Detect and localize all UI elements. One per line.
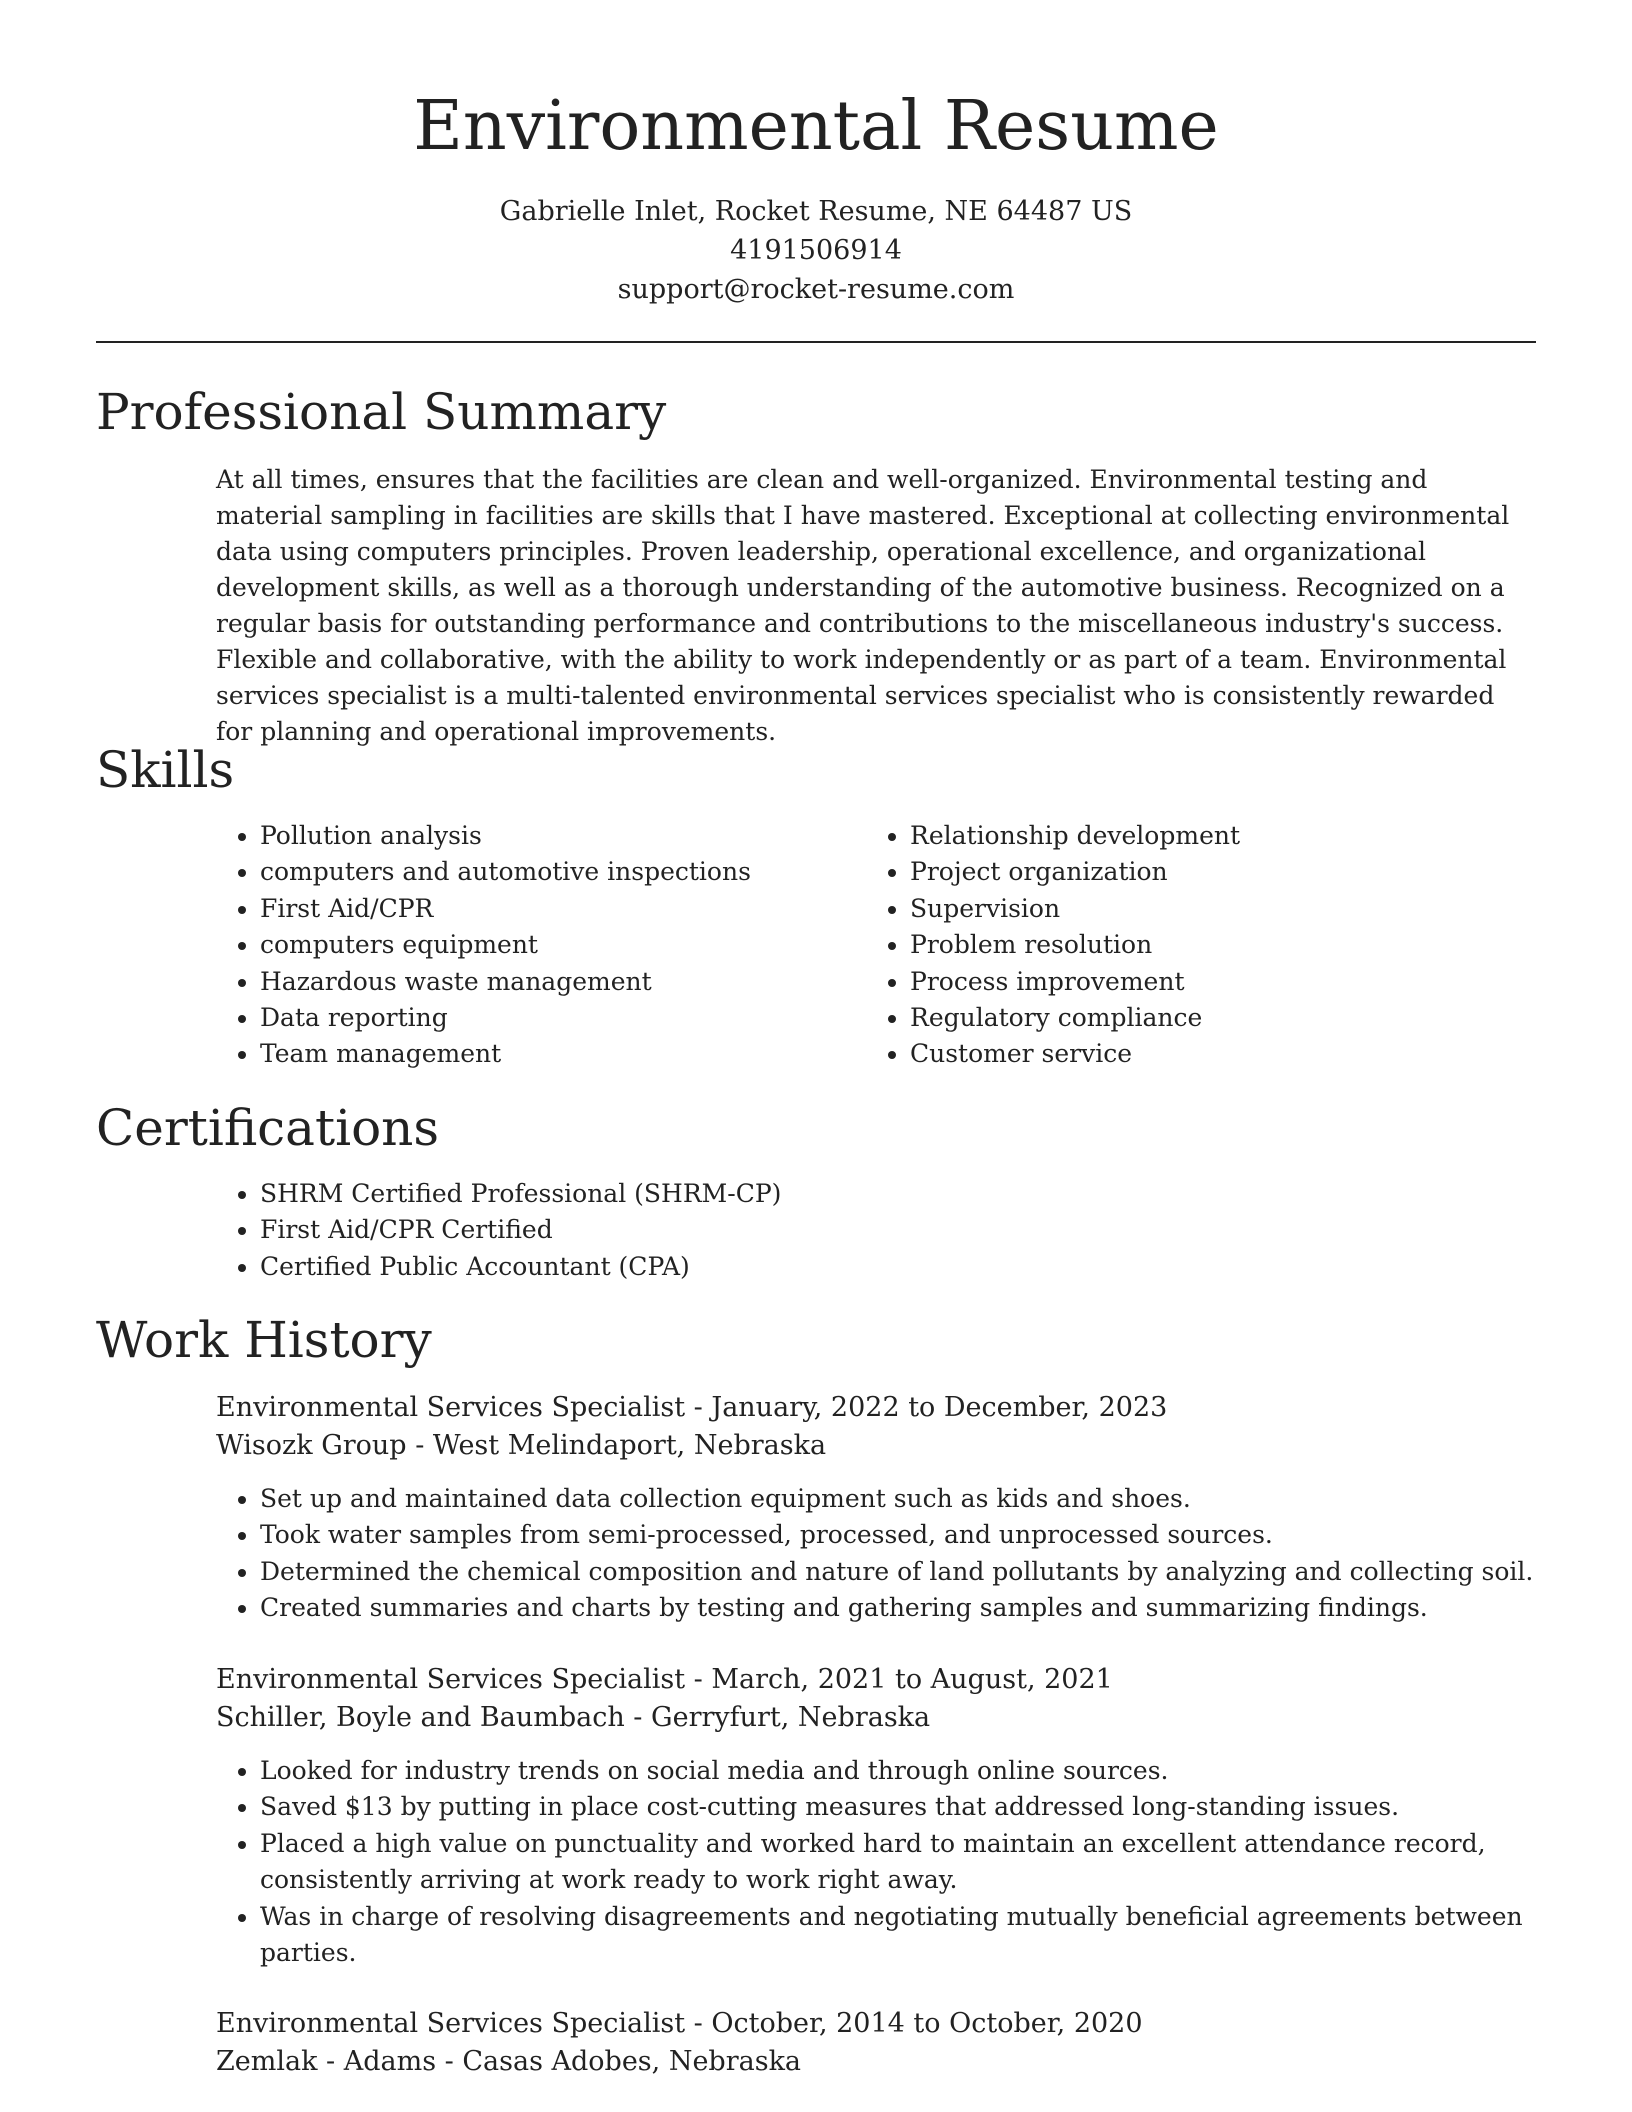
list-item: • Determined the chemical composition and nature of land pollutants by analyzing and collecting soil. — [260, 1554, 1580, 1590]
job-company: Zemlak - Adams — [216, 2046, 437, 2077]
list-item: • Team management — [260, 1036, 880, 1072]
list-item: • Saved $13 by putting in place cost-cutting measures that addressed long-standing issues. — [260, 1789, 1530, 1825]
separator: - — [624, 1702, 652, 1733]
separator: - — [685, 1664, 712, 1695]
skills-list-left — [216, 818, 880, 1073]
job-title-line — [216, 1661, 1113, 1699]
separator: - — [685, 1392, 712, 1423]
list-item: • First Aid/CPR — [260, 891, 880, 927]
job-title-line — [216, 2005, 1143, 2043]
job-company-line — [216, 1427, 826, 1465]
job-dates: March, 2021 to August, 2021 — [711, 1664, 1113, 1695]
separator: - — [406, 1430, 433, 1461]
list-item: • Relationship development — [910, 818, 1530, 854]
skills-list-right — [866, 818, 1530, 1073]
job-title: Environmental Services Specialist — [216, 2008, 686, 2039]
list-item: • Pollution analysis — [260, 818, 880, 854]
list-item: • Placed a high value on punctuality and worked hard to maintain an excellent attendance record, consistently arriving at work ready to work right away. — [260, 1826, 1530, 1899]
list-item: • Took water samples from semi-processed, processed, and unprocessed sources. — [260, 1517, 1580, 1553]
contact-email: support@rocket-resume.com — [617, 274, 1015, 305]
list-item: • Customer service — [910, 1036, 1530, 1072]
job-location: West Melindaport, Nebraska — [432, 1430, 827, 1461]
separator: - — [436, 2046, 463, 2077]
contact-phone: 4191506914 — [730, 235, 902, 266]
work-history-heading: Work History — [96, 1311, 432, 1369]
list-item: • Was in charge of resolving disagreements and negotiating mutually beneficial agreements between parties. — [260, 1899, 1530, 1972]
list-item: • Hazardous waste management — [260, 964, 880, 1000]
job-company-line — [216, 1699, 930, 1737]
contact-block — [0, 192, 1632, 309]
job-bullets — [216, 1481, 1580, 1627]
job-company: Schiller, Boyle and Baumbach — [216, 1702, 625, 1733]
header-divider — [96, 341, 1536, 343]
job-dates: October, 2014 to October, 2020 — [711, 2008, 1143, 2039]
list-item: • Supervision — [910, 891, 1530, 927]
skills-heading: Skills — [96, 741, 235, 799]
job-title: Environmental Services Specialist — [216, 1664, 686, 1695]
job-title-line — [216, 1389, 1167, 1427]
list-item: • Problem resolution — [910, 927, 1530, 963]
job-company-line — [216, 2043, 801, 2081]
list-item: • Certified Public Accountant (CPA) — [260, 1249, 1580, 1285]
list-item: • computers equipment — [260, 927, 880, 963]
job-title: Environmental Services Specialist — [216, 1392, 686, 1423]
resume-title: Environmental Resume — [413, 87, 1219, 166]
list-item: • Project organization — [910, 854, 1530, 890]
separator: - — [685, 2008, 712, 2039]
list-item: • computers and automotive inspections — [260, 854, 880, 890]
list-item: • Set up and maintained data collection equipment such as kids and shoes. — [260, 1481, 1580, 1517]
list-item: • Looked for industry trends on social media and through online sources. — [260, 1753, 1530, 1789]
certifications-heading: Certifications — [96, 1099, 440, 1157]
summary-heading: Professional Summary — [96, 383, 667, 441]
list-item: • Created summaries and charts by testing and gathering samples and summarizing findings. — [260, 1590, 1580, 1626]
job-location: Gerryfurt, Nebraska — [651, 1702, 931, 1733]
list-item: • Data reporting — [260, 1000, 880, 1036]
job-bullets — [216, 1753, 1530, 1971]
job-company: Wisozk Group — [216, 1430, 407, 1461]
job-dates: January, 2022 to December, 2023 — [711, 1392, 1168, 1423]
list-item: • SHRM Certified Professional (SHRM-CP) — [260, 1176, 1580, 1212]
contact-address: Gabrielle Inlet, Rocket Resume, NE 64487 US — [499, 196, 1133, 227]
summary-text: At all times, ensures that the facilities are clean and well-organized. Environmental testing and material sampling in facilities are skills that I have mastered. Exceptional at collecting environmental data using computers principles. Proven leadership, operational excellence, and organizational development skills, as well as a thorough understanding of the automotive business. Recognized on a regular basis for outstanding performance and contributions to the miscellaneous industry's success. Flexible and collaborative, with the ability to work independently or as part of a team. Environmental services specialist is a multi-talented environmental services specialist who is consistently rewarded for planning and operational improvements. — [216, 465, 1510, 746]
list-item: • Process improvement — [910, 964, 1530, 1000]
list-item: • First Aid/CPR Certified — [260, 1212, 1580, 1248]
certifications-list — [216, 1176, 1580, 1285]
list-item: • Regulatory compliance — [910, 1000, 1530, 1036]
job-location: Casas Adobes, Nebraska — [462, 2046, 802, 2077]
